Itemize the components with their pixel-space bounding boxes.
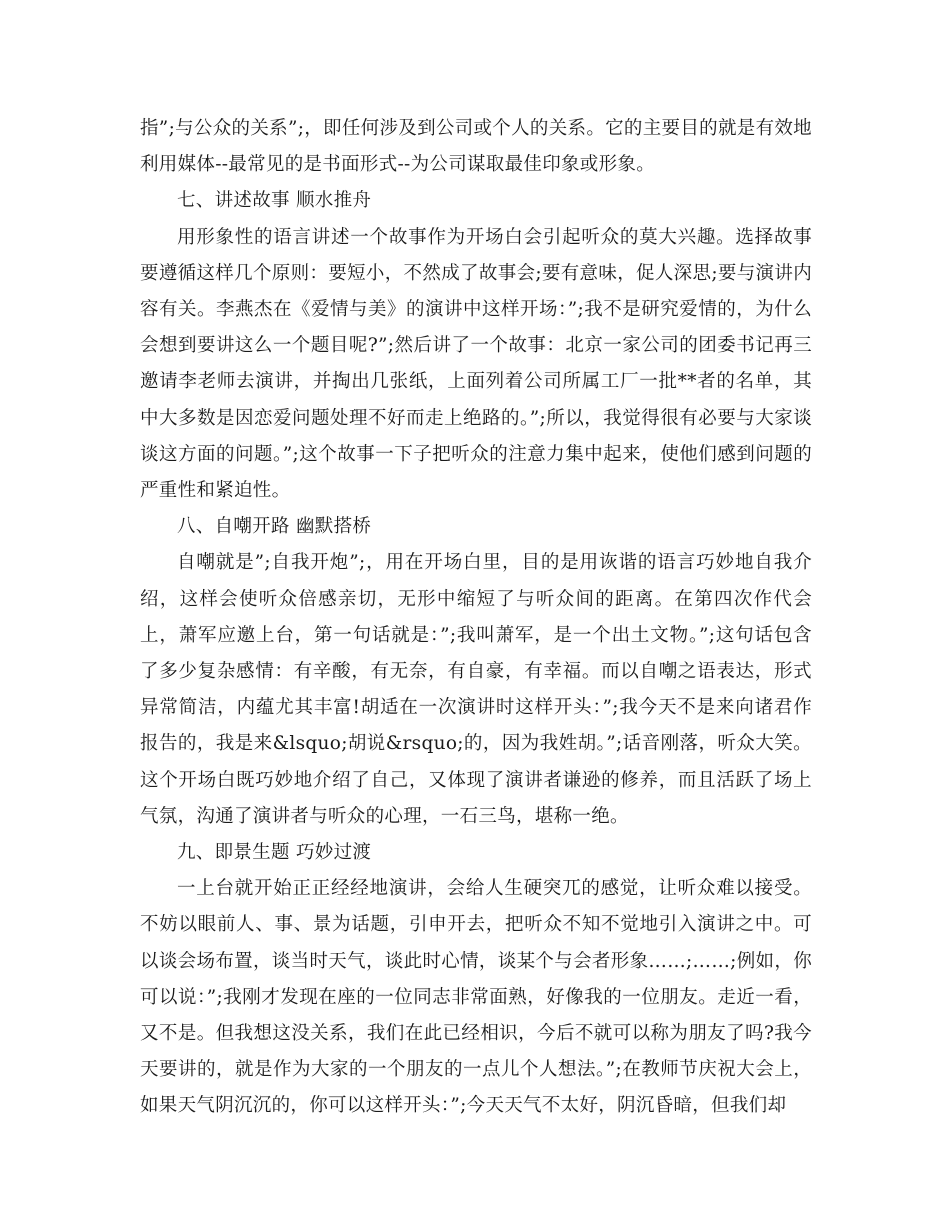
section-heading-9: 九、即景生题 巧妙过渡 (177, 842, 372, 864)
section-heading-8: 八、自嘲开路 幽默搭桥 (177, 516, 372, 538)
section-heading-7: 七、讲述故事 顺水推舟 (177, 190, 372, 212)
paragraph-self-mockery: 自嘲就是”;自我开炮”;，用在开场白里，目的是用诙谐的语言巧妙地自我介绍，这样会使听众倍感亲切，无形中缩短了与听众间的距离。在第四次作代会上，萧军应邀上台，第一句话就是：”;我叫萧军，是一个出土文物。”;这句话包含了多少复杂感情：有辛酸，有无奈，有自豪，有幸福。而以自嘲之语表达，形式异常简洁，内蕴尤其丰富!胡适在一次演讲时这样开头：”;我今天不是来向诸君作报告的，我是来&lsquo;胡说&rsquo;的，因为我姓胡。”;话音刚落，听众大笑。这个开场白既巧妙地介绍了自己，又体现了演讲者谦逊的修养，而且活跃了场上气氛，沟通了演讲者与听众的心理，一石三鸟，堪称一绝。 (140, 552, 812, 827)
paragraph-continuation: 指”;与公众的关系”;，即任何涉及到公司或个人的关系。它的主要目的就是有效地利用媒体--最常见的是书面形式--为公司谋取最佳印象或形象。 (140, 118, 812, 176)
paragraph-storytelling: 用形象性的语言讲述一个故事作为开场白会引起听众的莫大兴趣。选择故事要遵循这样几个原则：要短小，不然成了故事会;要有意味，促人深思;要与演讲内容有关。李燕杰在《爱情与美》的演讲中这样开场：”;我不是研究爱情的，为什么会想到要讲这么一个题目呢?”;然后讲了一个故事：北京一家公司的团委书记再三邀请李老师去演讲，并掏出几张纸，上面列着公司所属工厂一批**者的名单，其中大多数是因恋爱问题处理不好而走上绝路的。”;所以，我觉得很有必要与大家谈谈这方面的问题。”;这个故事一下子把听众的注意力集中起来，使他们感到问题的严重性和紧迫性。 (140, 226, 812, 502)
document-body (140, 111, 812, 1125)
paragraph-scene-topic: 一上台就开始正正经经地演讲，会给人生硬突兀的感觉，让听众难以接受。不妨以眼前人、事、景为话题，引申开去，把听众不知不觉地引入演讲之中。可以谈会场布置，谈当时天气，谈此时心情，谈某个与会者形象……;……;例如，你可以说：”;我刚才发现在座的一位同志非常面熟，好像我的一位朋友。走近一看，又不是。但我想这没关系，我们在此已经相识，今后不就可以称为朋友了吗?我今天要讲的，就是作为大家的一个朋友的一点儿个人想法。”;在教师节庆祝大会上，如果天气阴沉沉的，你可以这样开头：”;今天天气不太好，阴沉昏暗，但我们却 (140, 878, 812, 1117)
